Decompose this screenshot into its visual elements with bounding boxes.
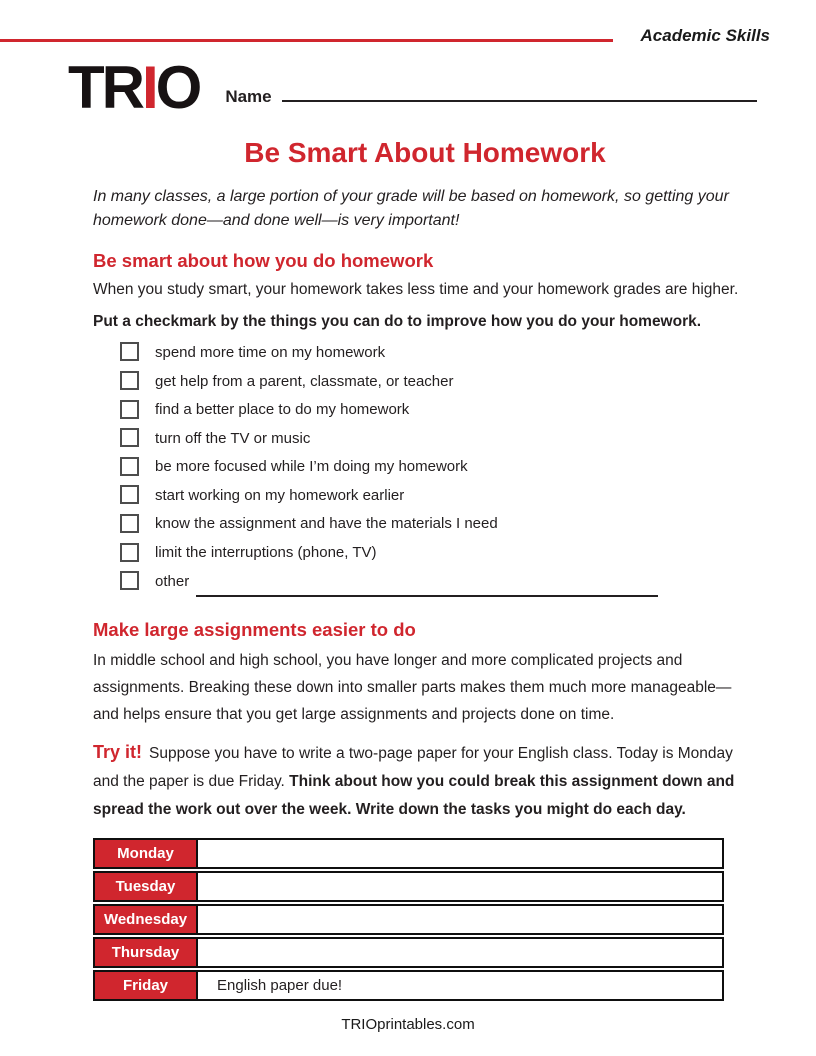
checklist-item-label: find a better place to do my homework <box>155 401 410 419</box>
checklist-item <box>120 366 757 395</box>
try-it-paragraph <box>93 736 757 824</box>
checkbox[interactable] <box>120 543 139 562</box>
checklist-item-label: spend more time on my homework <box>155 343 386 361</box>
day-header-monday: Monday <box>95 840 198 867</box>
checklist-item <box>120 538 757 567</box>
name-input-line[interactable] <box>282 90 757 102</box>
footer-url: TRIOprintables.com <box>341 1016 475 1034</box>
task-cell-monday[interactable] <box>198 840 722 867</box>
task-cell-wednesday[interactable] <box>198 906 722 933</box>
section1-body: When you study smart, your homework takes less time and your homework grades are higher. <box>93 281 739 299</box>
try-it-text-bold: Think about how you could break this assignment down and spread the work out over the week. Write down the tasks you might do each day. <box>93 773 735 819</box>
checkbox[interactable] <box>120 342 139 361</box>
section2-body: In middle school and high school, you have longer and more complicated projects and assignments. Breaking these down into smaller parts makes them much more manageable—and helps ensure that you get large assignments and projects done on time. <box>93 652 732 723</box>
name-row <box>225 87 757 115</box>
table-row <box>93 904 724 935</box>
content-column <box>93 136 757 1033</box>
other-input-line[interactable] <box>196 577 658 597</box>
day-header-tuesday: Tuesday <box>95 873 198 900</box>
checkbox[interactable] <box>120 428 139 447</box>
day-header-friday: Friday <box>95 972 198 999</box>
checklist-item-label: start working on my homework earlier <box>155 486 405 504</box>
checklist-item-label: know the assignment and have the materials I need <box>155 515 498 533</box>
section1-heading: Be smart about how you do homework <box>93 250 434 272</box>
brand-row <box>68 54 757 121</box>
checklist-item <box>120 452 757 481</box>
weekly-planner-table <box>93 838 724 1001</box>
logo-part-black2: O <box>155 54 200 121</box>
checkbox[interactable] <box>120 485 139 504</box>
checklist-item <box>120 481 757 510</box>
checklist-item-label: turn off the TV or music <box>155 429 311 447</box>
checklist-item-label: be more focused while I’m doing my homework <box>155 458 468 476</box>
checklist-item-label: limit the interruptions (phone, TV) <box>155 544 377 562</box>
checkbox[interactable] <box>120 371 139 390</box>
page-title: Be Smart About Homework <box>244 137 606 168</box>
task-cell-friday: English paper due! <box>198 972 722 999</box>
table-row <box>93 937 724 968</box>
day-header-thursday: Thursday <box>95 939 198 966</box>
task-cell-tuesday[interactable] <box>198 873 722 900</box>
section1-instruction: Put a checkmark by the things you can do to improve how you do your homework. <box>93 312 702 330</box>
table-row <box>93 871 724 902</box>
checkbox[interactable] <box>120 571 139 590</box>
table-row <box>93 838 724 869</box>
checklist-item <box>120 509 757 538</box>
day-header-wednesday: Wednesday <box>95 906 198 933</box>
task-cell-thursday[interactable] <box>198 939 722 966</box>
checklist-item <box>120 395 757 424</box>
checklist-item-label: other <box>155 572 190 590</box>
checklist-item-label: get help from a parent, classmate, or teacher <box>155 372 454 390</box>
name-label: Name <box>225 87 272 107</box>
checklist-item <box>120 338 757 367</box>
intro-paragraph: In many classes, a large portion of your grade will be based on homework, so getting your homework done—and done well—is very important! <box>93 187 729 230</box>
logo-part-black1: TR <box>68 54 142 121</box>
try-it-text: Suppose you have to write a two-page paper for your English class. Today is Monday and the paper is due Friday. <box>93 744 733 791</box>
trio-logo <box>68 54 200 121</box>
try-it-label: Try it! <box>93 741 143 762</box>
checkbox[interactable] <box>120 514 139 533</box>
logo-part-red: I <box>141 54 156 121</box>
section2-heading: Make large assignments easier to do <box>93 618 416 640</box>
checklist-item-other <box>120 566 658 595</box>
checkbox[interactable] <box>120 457 139 476</box>
table-row <box>93 970 724 1001</box>
checklist <box>120 338 757 595</box>
category-label: Academic Skills <box>640 26 770 45</box>
checkbox[interactable] <box>120 400 139 419</box>
checklist-item <box>120 423 757 452</box>
header-rule <box>0 39 613 42</box>
